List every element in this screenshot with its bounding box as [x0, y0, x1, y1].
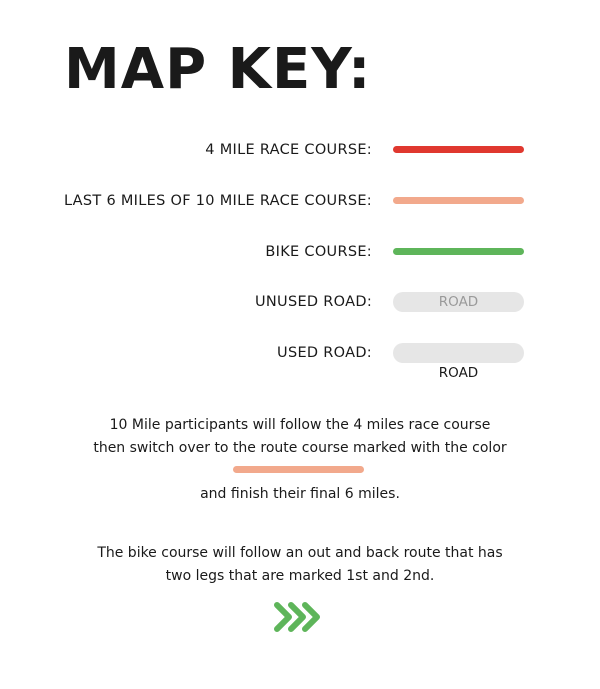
used-road-swatch: [393, 343, 524, 363]
triple-chevron-right-icon: [271, 599, 327, 635]
note-line: 10 Mile participants will follow the 4 miles race course: [109, 417, 491, 433]
legend-label: LAST 6 MILES OF 10 MILE RACE COURSE:: [63, 193, 372, 209]
legend-row-unused-road: [0, 290, 600, 314]
unused-road-swatch: ROAD: [393, 292, 524, 312]
legend-label: UNUSED ROAD:: [254, 294, 372, 310]
map-key-title: MAP KEY:: [64, 37, 372, 102]
note-line: The bike course will follow an out and back route that has: [97, 545, 503, 561]
note-line: and finish their final 6 miles.: [200, 486, 400, 502]
legend-row-4-mile: [0, 138, 600, 162]
ten-mile-note: [0, 414, 600, 460]
green-line-swatch: [393, 248, 524, 255]
legend-label: 4 MILE RACE COURSE:: [205, 142, 372, 158]
legend-row-used-road: [0, 341, 600, 365]
note-line: two legs that are marked 1st and 2nd.: [165, 568, 435, 584]
legend-label: USED ROAD:: [277, 345, 372, 361]
legend-row-bike-course: [0, 240, 600, 264]
red-line-swatch: [393, 146, 524, 153]
used-road-label: ROAD: [438, 365, 479, 381]
legend-label: BIKE COURSE:: [265, 244, 372, 260]
ten-mile-note-end: [0, 483, 600, 506]
note-line: then switch over to the route course marked with the color: [93, 440, 507, 456]
salmon-line-swatch: [233, 466, 364, 473]
legend-row-last-6-miles: [0, 189, 600, 213]
bike-note: [0, 542, 600, 588]
salmon-line-swatch: [393, 197, 524, 204]
